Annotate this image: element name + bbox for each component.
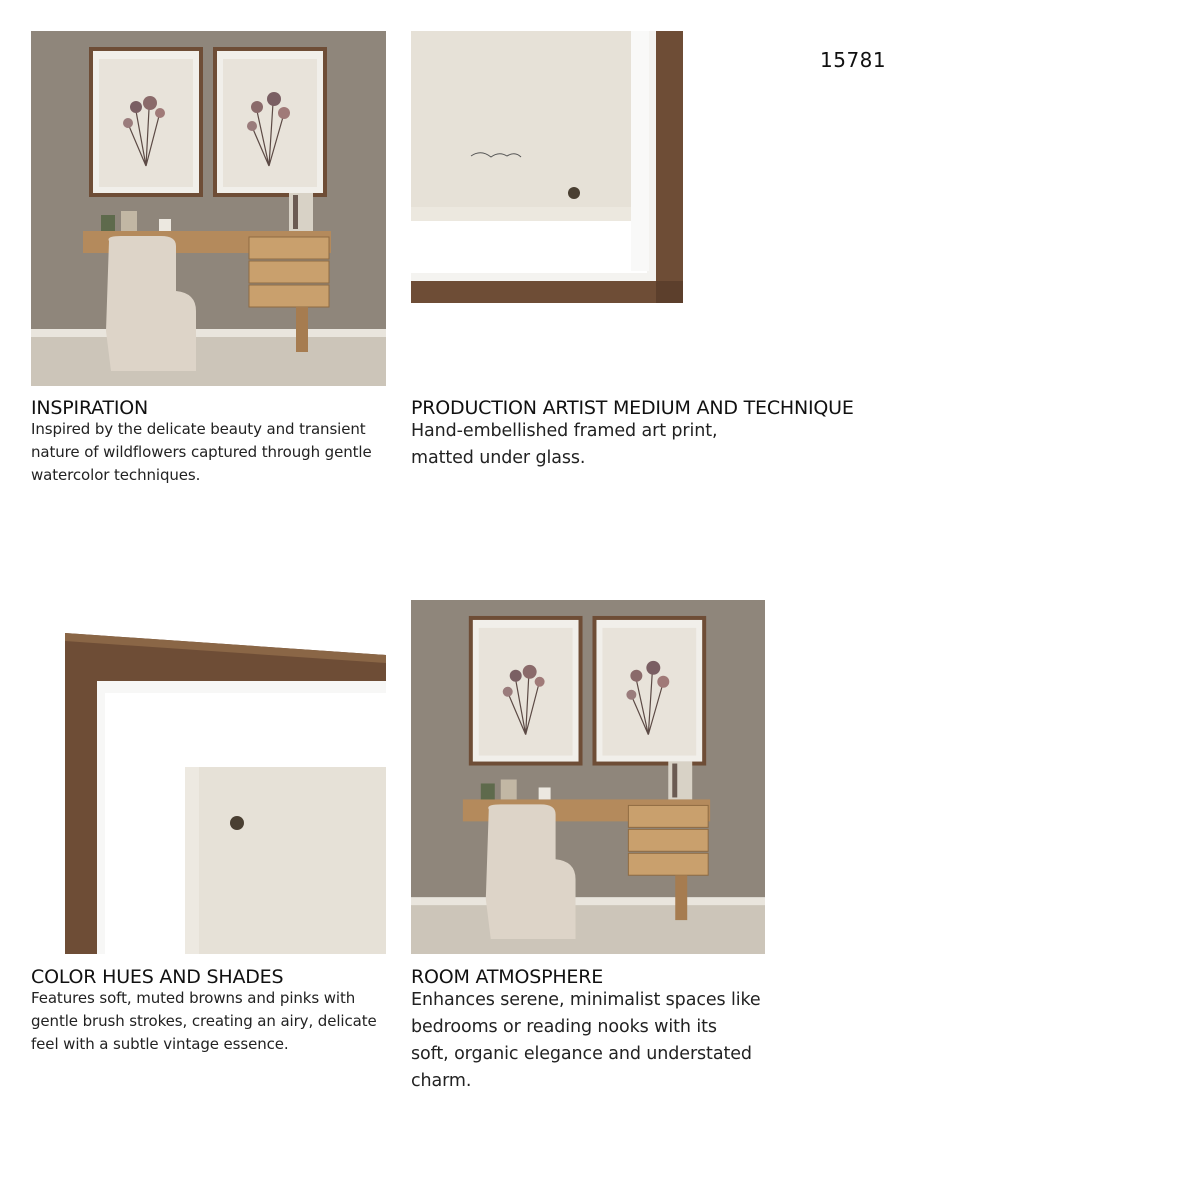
color-text: Features soft, muted browns and pinks with gentle brush strokes, creating an airy, delicate feel with a subtle vintage essence.	[31, 989, 377, 1053]
room-heading: ROOM ATMOSPHERE	[411, 966, 604, 988]
room-text: Enhances serene, minimalist spaces like bedrooms or reading nooks with its soft, organic elegance and understated charm.	[411, 990, 761, 1091]
frame-closeup-photo-top	[411, 31, 683, 303]
production-heading: PRODUCTION ARTIST MEDIUM AND TECHNIQUE	[411, 397, 854, 419]
inspiration-text: Inspired by the delicate beauty and transient nature of wildflowers captured through gentle watercolor techniques.	[31, 420, 372, 484]
room-scene-photo-top	[31, 31, 386, 386]
color-heading: COLOR HUES AND SHADES	[31, 966, 284, 988]
inspiration-heading: INSPIRATION	[31, 397, 149, 419]
production-text: Hand-embellished framed art print, matted under glass.	[411, 421, 718, 468]
frame-closeup-photo-bottom	[65, 633, 386, 954]
room-scene-photo-bottom	[411, 600, 765, 954]
product-sku: 15781	[820, 48, 887, 72]
